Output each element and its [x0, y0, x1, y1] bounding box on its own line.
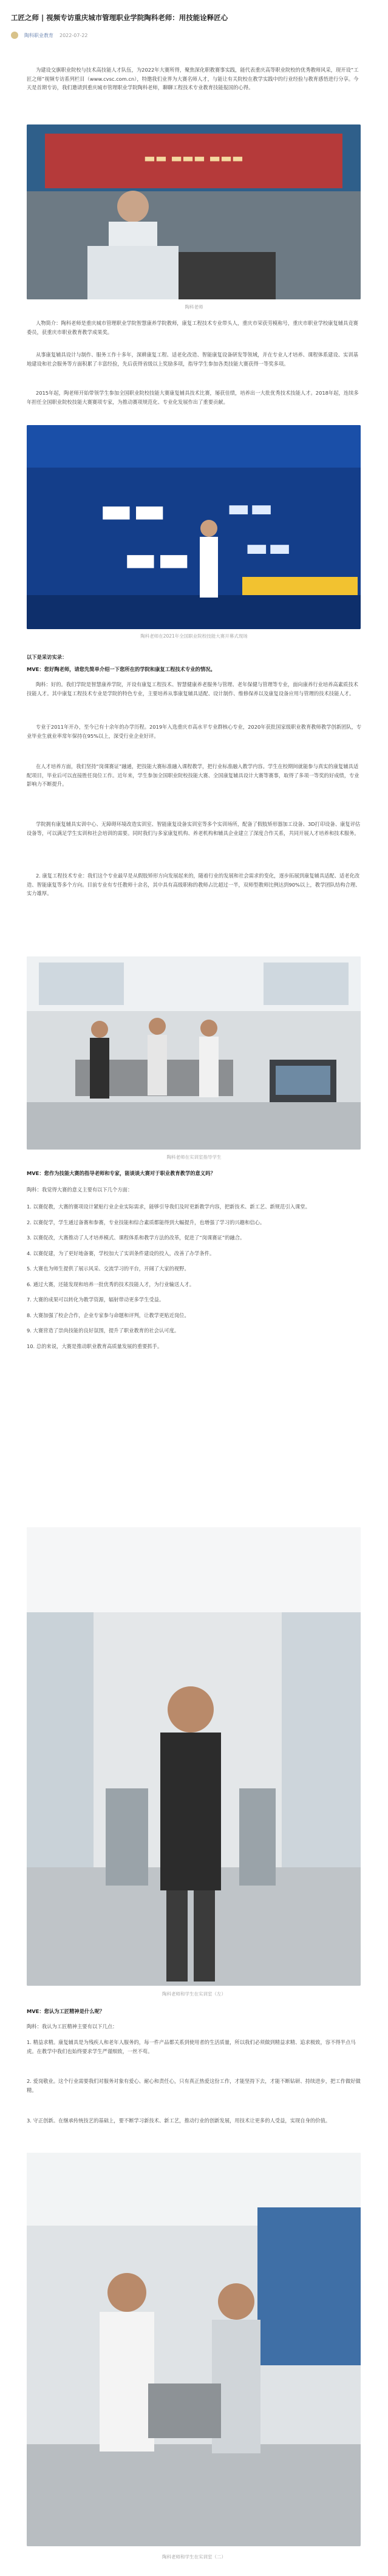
photo-competition-stage — [27, 425, 361, 629]
photo-caption-3: 陶科老师在实训室指导学生 — [166, 1154, 222, 1160]
answer-3-paragraph-2: 2. 爱岗敬业。这个行业需要我们对服务对象有爱心、耐心和责任心，只有真正热爱这份工作，才能坚持下去，才能不断钻研、持续进步，把工作做好做精。 — [27, 2078, 361, 2093]
photo-lab-teacher-standing-image — [27, 1527, 361, 1986]
article-author[interactable]: 陶科职业教育 — [24, 32, 53, 38]
photo-lab-teacher-standing — [27, 1527, 361, 1986]
photo-competition-stage-image — [27, 425, 361, 629]
photo-teacher-portrait-image — [27, 124, 361, 299]
answer-1-paragraph-4: 学院拥有康复辅具实训中心、无障碍环境改造实训室、智能康复设备实训室等多个实训场所，配备了假肢矫形器加工设备、3D打印设备、康复评估设备等，可以满足学生实训和社会培训的需要。同时我们与多家康复机构、养老机构和辅具企业建立了深度合作关系，共同开展人才培养和技术服务。 — [27, 821, 361, 836]
answer-2-item: 5. 大赛也为师生提供了展示风采、交流学习的平台，开阔了大家的视野。 — [27, 1266, 189, 1272]
answer-2-item: 7. 大赛的成果可以转化为教学资源，辐射带动更多学生受益。 — [27, 1297, 165, 1303]
answer-1-paragraph-2: 专业于2011年开办，至今已有十余年的办学历程。2019年入选重庆市高水平专业群核心专业，2020年获批国家级职业教育教师教学创新团队，专业毕业生就业率常年保持在95%以上，深受行业企业好评。 — [27, 724, 362, 739]
answer-1-paragraph-1: 陶科：好的。我们学院是智慧康养学院，开设有康复工程技术、智慧健康养老服务与管理、老年保健与管理等专业，面向康养行业培养高素质技术技能人才。其中康复工程技术专业是学院的特色专业，主要培养从事康复辅具适配、设计制作、维修保养以及康复设备应用与管理的技术技能人才。 — [27, 681, 358, 697]
intro-paragraph-2: 人物简介：陶科老师是重庆城市管理职业学院智慧康养学院教师，康复工程技术专业带头人，重庆市荣获劳模称号，重庆市职业学校康复辅具竞赛委员，获重庆市职业教育教学成果奖。 — [27, 320, 358, 335]
photo-caption-4: 陶科老师和学生在实训室（左） — [162, 1991, 226, 1997]
answer-2-item: 3. 以赛促改，大赛推动了人才培养模式、课程体系和教学方法的改革，促进了“岗课赛证”的融合。 — [27, 1235, 245, 1241]
question-3: MVE：您认为工匠精神是什么呢？ — [27, 2008, 105, 2014]
svg-text:▬▬ ▬▬▬ ▬▬▬: ▬▬ ▬▬▬ ▬▬▬ — [144, 151, 243, 165]
answer-3-intro: 陶科：我认为工匠精神主要有以下几点： — [27, 2023, 118, 2029]
question-2: MVE：您作为技能大赛的指导老师和专家，能谈谈大赛对于职业教育教学的意义吗？ — [27, 1170, 216, 1176]
question-1: MVE：您好陶老师，请您先简单介绍一下您所在的学院和康复工程技术专业的情况。 — [27, 666, 216, 672]
section-heading: 以下是采访实录： — [27, 654, 67, 660]
intro-paragraph-1: 为建设交旗职业院校与技术高技能人才队伍，为2022年大赛所得，聚焦深化职教赛事实践，能代表重庆高等职业院校的优秀教师风采，现开设“工匠之师”视频专访系列栏目（www.cvsc.com.cn），特邀我们业界为大赛名师人才，与能让有关院校在教学实践中的行业经验与教育感悟进行分享。今天是首期专访，我们邀请到重庆城市管理职业学院陶科老师，聊聊工程技术专业教育技能报国的心得。 — [27, 67, 359, 90]
article-meta — [11, 32, 88, 39]
photo-lab-instruction-image — [27, 956, 361, 1150]
answer-2-item: 10. 总的来说，大赛是推动职业教育高质量发展的重要抓手。 — [27, 1343, 163, 1349]
svg-text:▬▬: ▬▬ — [245, 534, 291, 562]
answer-3-paragraph-3: 3. 守正创新。在继承传统技艺的基础上，要不断学习新技术、新工艺，推动行业的创新发展，用技术让更多的人受益，实现自身的价值。 — [27, 2118, 331, 2124]
answer-2-item: 6. 通过大赛，还能发现和培养一批优秀的技术技能人才，为行业输送人才。 — [27, 1281, 195, 1287]
photo-lab-teacher-students-image — [27, 2153, 361, 2546]
photo-caption-5: 陶科老师和学生在实训室（二） — [162, 2554, 226, 2560]
photo-lab-instruction — [27, 956, 361, 1150]
answer-2-intro: 陶科：我觉得大赛的意义主要有以下几个方面： — [27, 1187, 133, 1193]
photo-caption-1: 陶科老师 — [185, 304, 203, 310]
answer-1-paragraph-5: 2. 康复工程技术专业：我们这个专业最早是从假肢矫形方向发展起来的，随着行业的发展和社会需求的变化，逐步拓展到康复辅具适配、适老化改造、智能康复等多个方向。目前专业有专任教师十余名，其中具有高级职称的教师占比超过一半，双师型教师比例达到90%以上，教学团队结构合理、实力雄厚。 — [27, 873, 361, 896]
answer-2-item: 4. 以赛促建，为了更好地备赛，学校加大了实训条件建设的投入，改善了办学条件。 — [27, 1250, 215, 1256]
intro-paragraph-4: 2015年起，陶老师开始带领学生参加全国职业院校技能大赛康复辅具技术比赛，屡获佳绩，培养出一大批优秀技术技能人才。2018年起，连续多年担任全国职业院校技能大赛赛项专家，为推动赛项规范化、专业化发展作出了重要贡献。 — [27, 390, 359, 405]
svg-text:▬▬: ▬▬ — [100, 489, 166, 531]
photo-teacher-portrait — [27, 124, 361, 299]
author-avatar — [11, 32, 18, 39]
svg-text:▬▬: ▬▬ — [124, 538, 191, 579]
svg-text:▬▬: ▬▬ — [227, 494, 273, 522]
intro-paragraph-3: 从事康复辅具设计与制作、服务工作十多年，深耕康复工程、适老化改造、智能康复设备研发等领域，并在专业人才培养、课程体系建设、实训基地建设和社会服务等方面积累了丰富经验，先后获得省级以上奖励多项，指导学生参加各类技能大赛获得一等奖多项。 — [27, 352, 358, 367]
answer-2-item: 9. 大赛营造了崇尚技能的良好氛围，提升了职业教育的社会认可度。 — [27, 1327, 180, 1334]
photo-lab-teacher-students — [27, 2153, 361, 2546]
article-date: 2022-07-22 — [60, 32, 88, 38]
article-title: 工匠之师 | 视频专访重庆城市管理职业学院陶科老师：用技能诠释匠心 — [11, 13, 228, 22]
answer-1-paragraph-3: 在人才培养方面，我们坚持“岗课赛证”融通，把技能大赛标准融入课程教学，把行业标准融入教学内容。学生在校期间就能参与真实的康复辅具适配项目，毕业后可以直接胜任岗位工作。近年来，学生参加全国职业院校技能大赛、全国康复辅具设计大赛等赛事，取得了多项一等奖的好成绩，专业影响力不断提升。 — [27, 763, 359, 787]
photo-caption-2: 陶科老师在2021年全国职业院校技能大赛开幕式现场 — [140, 633, 248, 639]
answer-2-item: 2. 以赛促学，学生通过备赛和参赛，专业技能和综合素质都能得到大幅提升，也增强了学习的兴趣和信心。 — [27, 1219, 265, 1225]
answer-2-item: 1. 以赛促教，大赛的赛项设计紧贴行业企业实际需求，能够引导我们及时更新教学内容，把新技术、新工艺、新规范引入课堂。 — [27, 1204, 310, 1210]
answer-2-item: 8. 大赛加强了校企合作，企业专家参与命题和评判，让教学更贴近岗位。 — [27, 1312, 189, 1318]
answer-3-paragraph-1: 1. 精益求精。康复辅具是为残疾人和老年人服务的，每一件产品都关系到使用者的生活质量，所以我们必须做到精益求精、追求极致，容不得半点马虎。在教学中我们也始终要求学生严谨细致，一丝不苟。 — [27, 2039, 356, 2054]
answer-2-list — [27, 1202, 362, 1357]
